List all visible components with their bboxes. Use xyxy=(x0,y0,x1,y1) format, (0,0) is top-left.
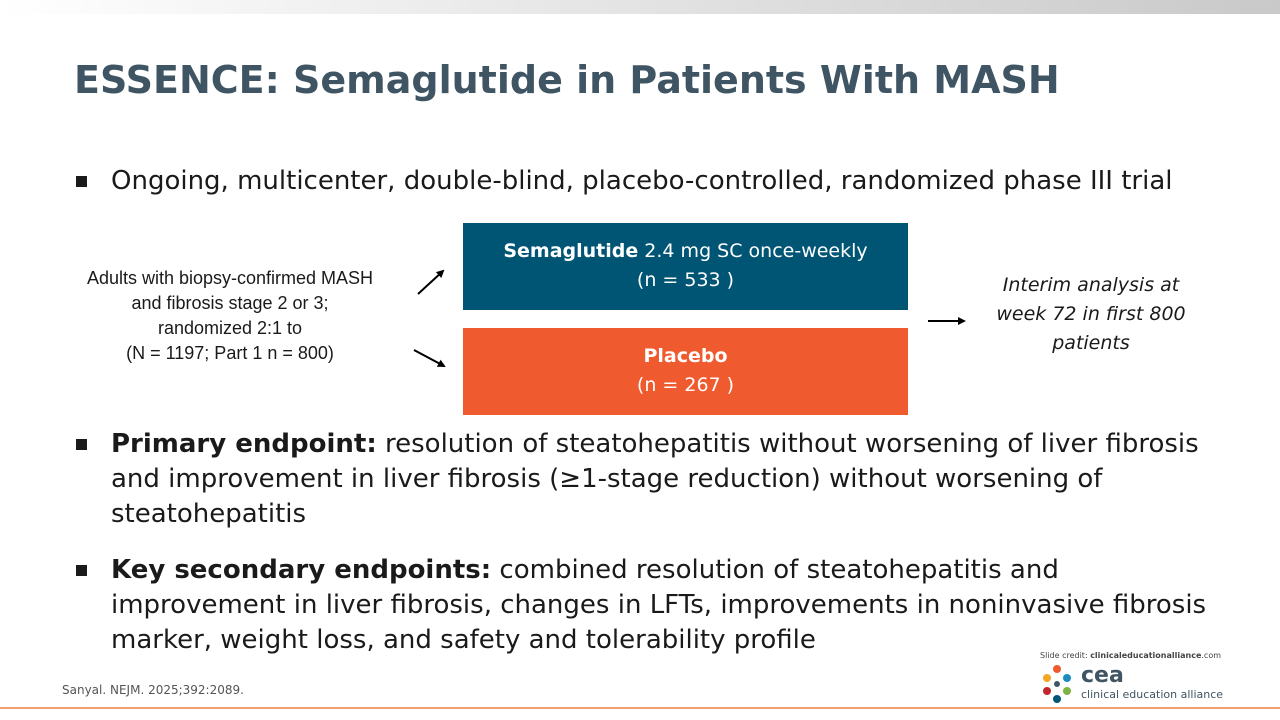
citation: Sanyal. NEJM. 2025;392:2089. xyxy=(62,683,244,697)
population-line-1: Adults with biopsy-confirmed MASH xyxy=(86,268,374,288)
credit-suffix: .com xyxy=(1201,651,1222,660)
population-line-2: and fibrosis stage 2 or 3; xyxy=(131,293,329,313)
placebo-arm-drug: Placebo xyxy=(643,345,728,367)
bottom-divider xyxy=(0,707,1280,709)
arrow-to-placebo xyxy=(414,350,444,366)
population-line-3: randomized 2:1 to xyxy=(157,318,303,338)
cea-logo-abbrev: cea xyxy=(1081,663,1124,688)
arrow-to-semaglutide xyxy=(418,271,443,294)
placebo-arm-n: (n = 267 ) xyxy=(636,374,735,396)
slide-credit xyxy=(1040,651,1221,660)
primary-endpoint-label: Primary endpoint: xyxy=(111,429,377,459)
square-bullet-icon xyxy=(76,565,87,576)
semaglutide-arm-n: (n = 533 ) xyxy=(636,269,735,291)
cea-logo xyxy=(1041,664,1231,704)
population-line-4: (N = 1197; Part 1 n = 800) xyxy=(126,343,334,363)
bullet-trial-text: Ongoing, multicenter, double-blind, placebo-controlled, randomized phase III trial xyxy=(111,166,1173,196)
credit-prefix: Slide credit: xyxy=(1040,651,1091,660)
cea-logo-name: clinical education alliance xyxy=(1081,688,1224,701)
interim-line-3: patients xyxy=(1052,332,1130,354)
semaglutide-arm-drug: Semaglutide xyxy=(503,240,639,262)
secondary-endpoints-label: Key secondary endpoints: xyxy=(111,555,492,585)
secondary-endpoints-text: combined resolution of steatohepatitis and improvement in liver fibrosis, changes in LFTs, improvements in noninvasive fibrosis marker, weight loss, and safety and tolerability profile xyxy=(111,555,1207,655)
interim-line-1: Interim analysis at xyxy=(1002,274,1180,296)
interim-line-2: week 72 in first 800 xyxy=(996,303,1186,325)
primary-endpoint-text: resolution of steatohepatitis without worsening of liver fibrosis and improvement in liver fibrosis (≥1-stage reduction) without worsening of steatohepatitis xyxy=(111,429,1199,529)
semaglutide-arm-dose: 2.4 mg SC once-weekly xyxy=(638,240,868,262)
slide-title: ESSENCE: Semaglutide in Patients With MASH xyxy=(74,58,1060,102)
bullet-primary-endpoint xyxy=(76,427,1216,532)
square-bullet-icon xyxy=(76,439,87,450)
cea-logo-icon xyxy=(1041,664,1077,704)
credit-site: clinicaleducationalliance xyxy=(1090,651,1202,660)
bullet-secondary-endpoints xyxy=(76,553,1216,658)
